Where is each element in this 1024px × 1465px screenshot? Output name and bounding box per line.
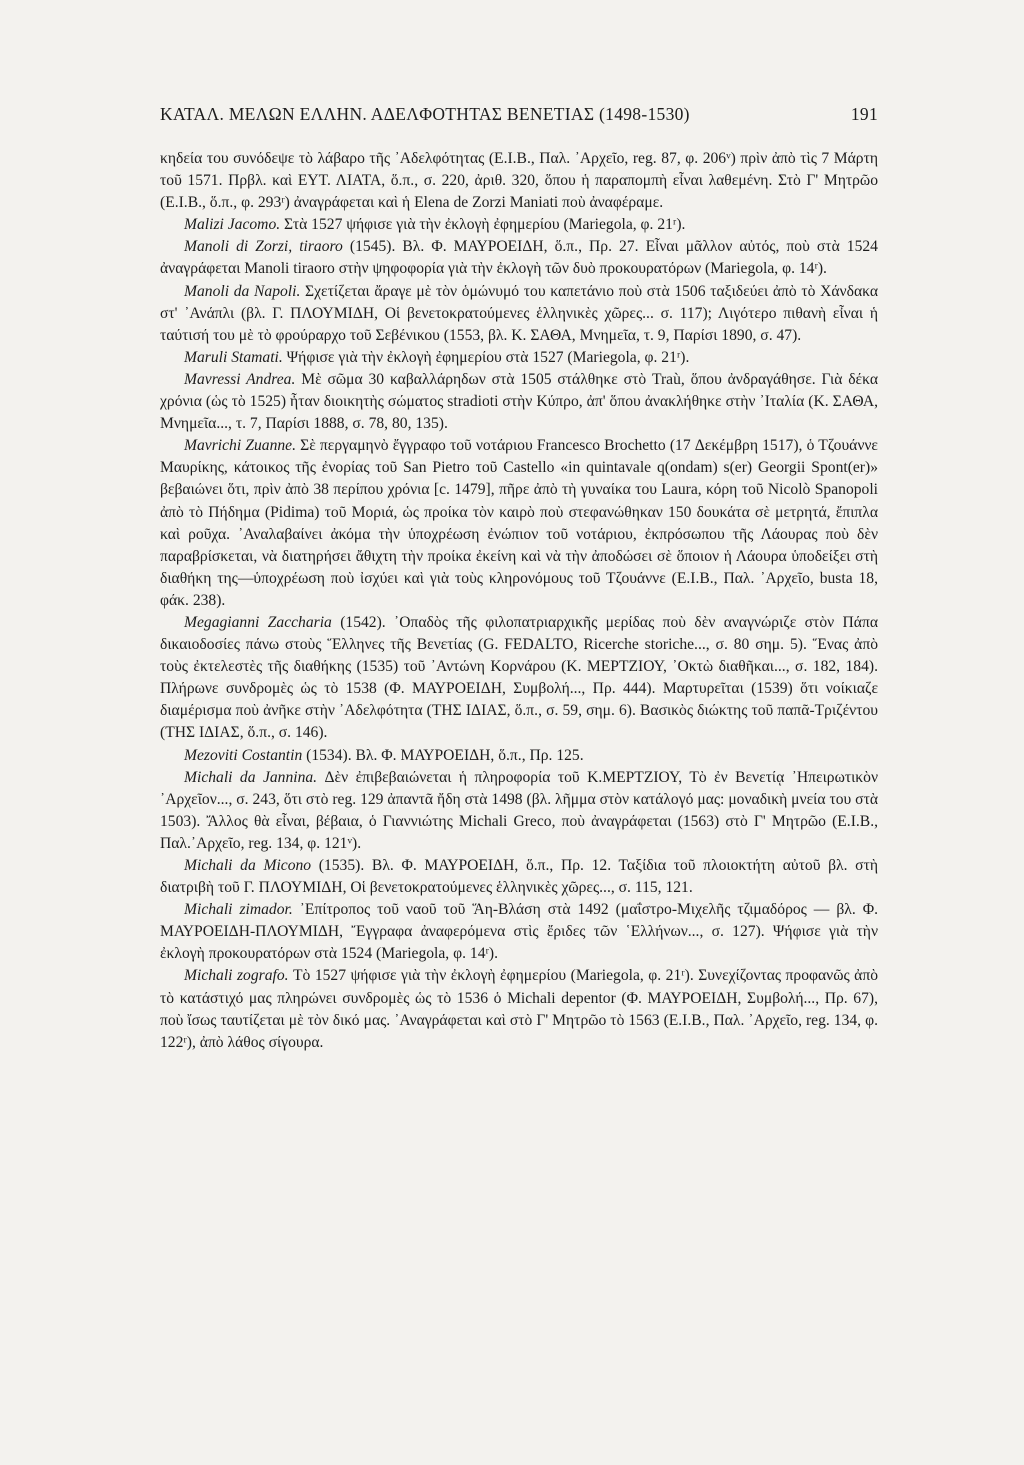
entry-mezoviti-costantin: [160, 745, 878, 767]
entry-michali-da-micono: [160, 855, 878, 899]
running-head: [160, 104, 878, 125]
entry-name: Michali da Jannina.: [184, 768, 318, 786]
entry-text: ᾿Επίτροπος τοῦ ναοῦ τοῦ Ἅη-Βλάση στὰ 1492 (μαΐστρο-Μιχελῆς τζιμαδόρος — βλ. Φ. ΜΑΥΡΟΕΙΔΗ-ΠΛΟΥΜΙΔΗ, Ἔγγραφα ἀναφερόμενα στὶς ἔριδες τῶν ῾Ελλήνων..., σ. 127). Ψήφισε γιὰ τὴν ἐκλογὴ προκουρατόρων στὰ 1524 (Mariegola, φ. 14ʳ).: [160, 901, 878, 963]
entry-name: Megagianni Zaccharia: [184, 613, 332, 631]
entry-text: Μὲ σῶμα 30 καβαλλάρηδων στὰ 1505 στάλθηκε στὸ Traù, ὅπου ἀνδραγάθησε. Γιὰ δέκα χρόνια (ὡς τὸ 1525) ἦταν διοικητὴς σώματος stradioti στὴν Κύπρο, ἀπ' ὅπου ἀνακλήθηκε στὴν ᾿Ιταλία (Κ. ΣΑΘΑ, Μνημεῖα..., τ. 7, Παρίσι 1888, σ. 78, 80, 135).: [160, 370, 878, 433]
entry-mavrichi-zuanne: [160, 435, 878, 612]
entry-mavressi-andrea: [160, 369, 878, 435]
entry-malizi-jacomo: [160, 214, 878, 236]
entry-michali-da-jannina: [160, 767, 878, 855]
entry-name: Michali zimador.: [184, 901, 293, 919]
running-title: ΚΑΤΑΛ. ΜΕΛΩΝ ΕΛΛΗΝ. ΑΔΕΛΦΟΤΗΤΑΣ ΒΕΝΕΤΙΑΣ (1498-1530): [160, 104, 690, 124]
entry-megagianni-zaccharia: [160, 612, 878, 745]
entry-name: Mavressi Andrea.: [184, 370, 296, 388]
entry-name: Mezoviti Costantin: [184, 746, 303, 764]
entry-text: Στὰ 1527 ψήφισε γιὰ τὴν ἐκλογὴ ἐφημερίου (Mariegola, φ. 21ʳ).: [280, 216, 686, 234]
entry-michali-zografo: [160, 965, 878, 1053]
entry-name: Maruli Stamati.: [184, 348, 283, 366]
entry-text: Τὸ 1527 ψήφισε γιὰ τὴν ἐκλογὴ ἐφημερίου (Mariegola, φ. 21ʳ). Συνεχίζοντας προφανῶς ἀπὸ τὸ κατάστιχό μας πληρώνει συνδρομὲς ὡς τὸ 1536 ὁ Michali depentor (Φ. ΜΑΥΡΟΕΙΔΗ, Συμβολή..., Πρ. 67), ποὺ ἴσως ταυτίζεται μὲ τὸν δικό μας. ᾿Αναγράφεται καὶ στὸ Γ' Μητρῶο τὸ 1563 (E.I.B., Παλ. ᾿Αρχεῖο, reg. 134, φ. 122ʳ), ἀπὸ λάθος σίγουρα.: [160, 967, 878, 1051]
entry-text: Ψήφισε γιὰ τὴν ἐκλογὴ ἐφημερίου στὰ 1527 (Mariegola, φ. 21ʳ).: [282, 348, 690, 366]
entry-name: Michali da Micono: [184, 857, 312, 874]
entry-maruli-stamati: [160, 347, 878, 369]
entry-manoli-da-napoli: [160, 281, 878, 347]
paragraph-continuation: [160, 148, 878, 214]
entry-text: (1534). Βλ. Φ. ΜΑΥΡΟΕΙΔΗ, ὅ.π., Πρ. 125.: [302, 746, 584, 764]
entry-michali-zimador: [160, 899, 878, 965]
entry-name: Michali zografo.: [184, 967, 289, 985]
entry-text: Δὲν ἐπιβεβαιώνεται ἡ πληροφορία τοῦ Κ.ΜΕΡΤΖΙΟΥ, Τὸ ἐν Βενετίᾳ ᾿Ηπειρωτικὸν ᾿Αρχεῖον..., σ. 243, ὅτι στὸ reg. 129 ἀπαντᾶ ἤδη στὰ 1498 (βλ. λῆμμα στὸν κατάλογό μας: μοναδικὴ μνεία του στὰ 1503). Ἄλλος θὰ εἶναι, βέβαια, ὁ Γιαννιώτης Michali Greco, ποὺ ἀναγράφεται (1563) στὸ Γ' Μητρῶο (E.I.B., Παλ.᾿Αρχεῖο, reg. 134, φ. 121ᵛ).: [160, 768, 879, 852]
main-text: [160, 148, 878, 1054]
entry-text: Σχετίζεται ἄραγε μὲ τὸν ὁμώνυμό του καπετάνιο ποὺ στὰ 1506 ταξιδεύει ἀπὸ τὸ Χάνδακα στ' ᾿Ανάπλι (βλ. Γ. ΠΛΟΥΜΙΔΗ, Οἱ βενετοκρατούμενες ἑλληνικὲς χῶρες... σ. 117); Λιγότερο πιθανὴ εἶναι ἡ ταύτισή του μὲ τὸ φρούραρχο τοῦ Σεβένικου (1553, βλ. Κ. ΣΑΘΑ, Μνημεῖα, τ. 9, Παρίσι 1890, σ. 47).: [160, 282, 879, 344]
entry-text: Σὲ περγαμηνὸ ἔγγραφο τοῦ νοτάριου Francesco Brochetto (17 Δεκέμβρη 1517), ὁ Τζουάννε Μαυρίκης, κάτοικος τῆς ἐνορίας τοῦ San Pietro τοῦ Castello «in quintavale q(ondam) s(er) Georgii Spont(er)» βεβαιώνει ὅτι, πρὶν ἀπὸ 38 περίπου χρόνια [c. 1479], πῆρε ἀπὸ τὴ γυναίκα του Laura, κόρη τοῦ Nicolò Spanopoli ἀπὸ τὸ Πήδημα (Pidima) τοῦ Μοριά, ὡς προίκα τὸν καιρὸ ποὺ στεφανώθηκαν 150 δουκάτα σὲ μετρητά, ἔπιπλα καὶ ροῦχα. ᾿Αναλαβαίνει ἀκόμα τὴν ὑποχρέωση ἐνώπιον τοῦ νοτάριου, ἐκπρόσωπου τῆς Λάουρας ποὺ δὲν παραβρίσκεται, νὰ διατηρήσει ἄθιχτη τὴν προίκα ἐκείνη καὶ νὰ τὴν ἀποδώσει σὲ ὅποιον ἡ Λάουρα ὑποδείξει στὴ διαθήκη της—ὑποχρέωση ποὺ ἰσχύει καὶ γιὰ τοὺς κληρονόμους τοῦ Τζουάννε (E.I.B., Παλ. ᾿Αρχεῖο, busta 18, φάκ. 238).: [160, 437, 878, 609]
entry-name: Manoli da Napoli.: [184, 282, 301, 300]
entry-text: (1545). Βλ. Φ. ΜΑΥΡΟΕΙΔΗ, ὅ.π., Πρ. 27. Εἶναι μᾶλλον αὐτός, ποὺ στὰ 1524 ἀναγράφεται Manoli tiraoro στὴν ψηφοφορία γιὰ τὴν ἐκλογὴ τῶν δυὸ προκουρατόρων (Mariegola, φ. 14ʳ).: [160, 238, 878, 278]
entry-text: (1535). Βλ. Φ. ΜΑΥΡΟΕΙΔΗ, ὅ.π., Πρ. 12. Ταξίδια τοῦ πλοιοκτήτη αὐτοῦ βλ. στὴ διατριβὴ τοῦ Γ. ΠΛΟΥΜΙΔΗ, Οἱ βενετοκρατούμενες ἑλληνικὲς χῶρες..., σ. 115, 121.: [160, 857, 878, 897]
entry-text: (1542). ᾿Οπαδὸς τῆς φιλοπατριαρχικῆς μερίδας ποὺ δὲν αναγνώριζε στὸν Πάπα δικαιοδοσίες πάνω στοὺς Ἕλληνες τῆς Βενετίας (G. FEDALTO, Ricerche storiche..., σ. 80 σημ. 5). Ἕνας ἀπὸ τοὺς ἐκτελεστὲς τῆς διαθήκης (1535) τοῦ ᾿Αντώνη Κορνάρου (Κ. ΜΕΡΤΖΙΟΥ, ᾿Οκτὼ διαθῆκαι..., σ. 182, 184). Πλήρωνε συνδρομὲς ὡς τὸ 1538 (Φ. ΜΑΥΡΟΕΙΔΗ, Συμβολή..., Πρ. 444). Μαρτυρεῖται (1539) ὅτι νοίκιαζε διαμέρισμα ποὺ ἀνῆκε στὴν ᾿Αδελφότητα (ΤΗΣ ΙΔΙΑΣ, ὅ.π., σ. 59, σημ. 6). Βασικὸς διώκτης τοῦ παπᾶ-Τριζέντου (ΤΗΣ ΙΔΙΑΣ, ὅ.π., σ. 146).: [160, 613, 879, 742]
entry-name: Mavrichi Zuanne.: [184, 437, 296, 455]
entry-manoli-di-zorzi: [160, 236, 878, 280]
entry-text: κηδεία του συνόδεψε τὸ λάβαρο τῆς ᾿Αδελφότητας (E.I.B., Παλ. ᾿Αρχεῖο, reg. 87, φ. 206ᵛ) πρὶν ἀπὸ τὶς 7 Μάρτη τοῦ 1571. Πρβλ. καὶ ΕΥΤ. ΛΙΑΤΑ, ὅ.π., σ. 220, ἀριθ. 320, ὅπου ἡ παραπομπὴ εἶναι λαθεμένη. Στὸ Γ' Μητρῶο (E.I.B., ὅ.π., φ. 293ʳ) ἀναγράφεται καὶ ἡ Elena de Zorzi Maniati ποὺ ἀναφέραμε.: [160, 150, 878, 212]
page-number: 191: [850, 104, 878, 124]
entry-name: Manoli di Zorzi, tiraoro: [184, 238, 343, 256]
entry-name: Malizi Jacomo.: [184, 216, 281, 234]
